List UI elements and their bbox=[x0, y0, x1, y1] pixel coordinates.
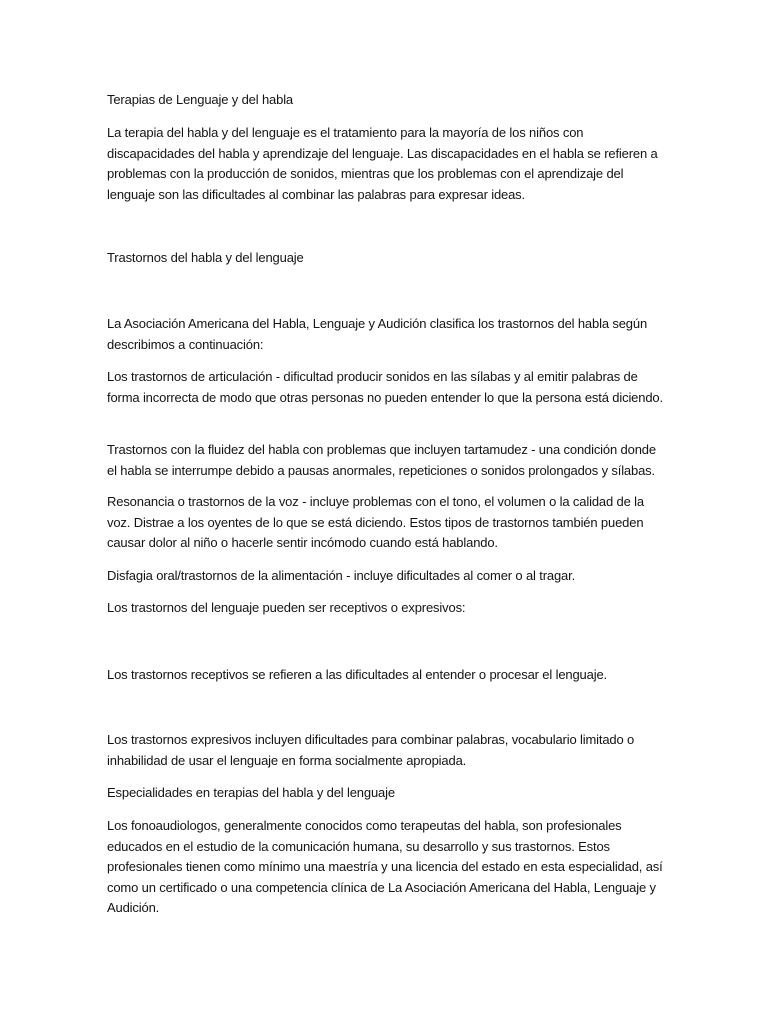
paragraph-language-disorders: Los trastornos del lenguaje pueden ser receptivos o expresivos: bbox=[107, 600, 466, 615]
document-title: Terapias de Lenguaje y del habla bbox=[107, 92, 294, 107]
paragraph-expressive: Los trastornos expresivos incluyen dificultades para combinar palabras, vocabulario limitado o inhabilidad de usar el lenguaje en forma socialmente apropiada. bbox=[107, 732, 635, 768]
paragraph-intro: La terapia del habla y del lenguaje es el tratamiento para la mayoría de los niños con discapacidades del habla y aprendizaje del lenguaje. Las discapacidades en el habla se refieren a problemas con la producción de sonidos, mientras que los problemas con el aprendizaje del lenguaje son las dificultades al combinar las palabras para expresar ideas. bbox=[107, 125, 658, 202]
section-heading-disorders: Trastornos del habla y del lenguaje bbox=[107, 250, 304, 265]
paragraph-articulation: Los trastornos de articulación - dificultad producir sonidos en las sílabas y al emitir palabras de forma incorrecta de modo que otras personas no pueden entender lo que la persona está diciendo. bbox=[107, 369, 663, 405]
paragraph-resonance: Resonancia o trastornos de la voz - incluye problemas con el tono, el volumen o la calidad de la voz. Distrae a los oyentes de lo que se está diciendo. Estos tipos de trastornos también pueden causar dolor al niño o hacerle sentir incómodo cuando está hablando. bbox=[107, 494, 644, 550]
paragraph-classification: La Asociación Americana del Habla, Lenguaje y Audición clasifica los trastornos del habla según describimos a continuación: bbox=[107, 316, 648, 352]
paragraph-fluency: Trastornos con la fluidez del habla con problemas que incluyen tartamudez - una condición donde el habla se interrumpe debido a pausas anormales, repeticiones o sonidos prolongados y sílabas. bbox=[107, 442, 656, 478]
paragraph-receptive: Los trastornos receptivos se refieren a las dificultades al entender o procesar el lenguaje. bbox=[107, 667, 607, 682]
section-heading-specialties: Especialidades en terapias del habla y del lenguaje bbox=[107, 785, 395, 800]
paragraph-specialists: Los fonoaudiologos, generalmente conocidos como terapeutas del habla, son profesionales educados en el estudio de la comunicación humana, su desarrollo y sus trastornos. Estos profesionales tienen como mínimo una maestría y una licencia del estado en esta especialidad, así como un certificado o una competencia clínica de La Asociación Americana del Habla, Lenguaje y Audición. bbox=[107, 818, 663, 915]
paragraph-dysphagia: Disfagia oral/trastornos de la alimentación - incluye dificultades al comer o al tragar. bbox=[107, 568, 576, 583]
